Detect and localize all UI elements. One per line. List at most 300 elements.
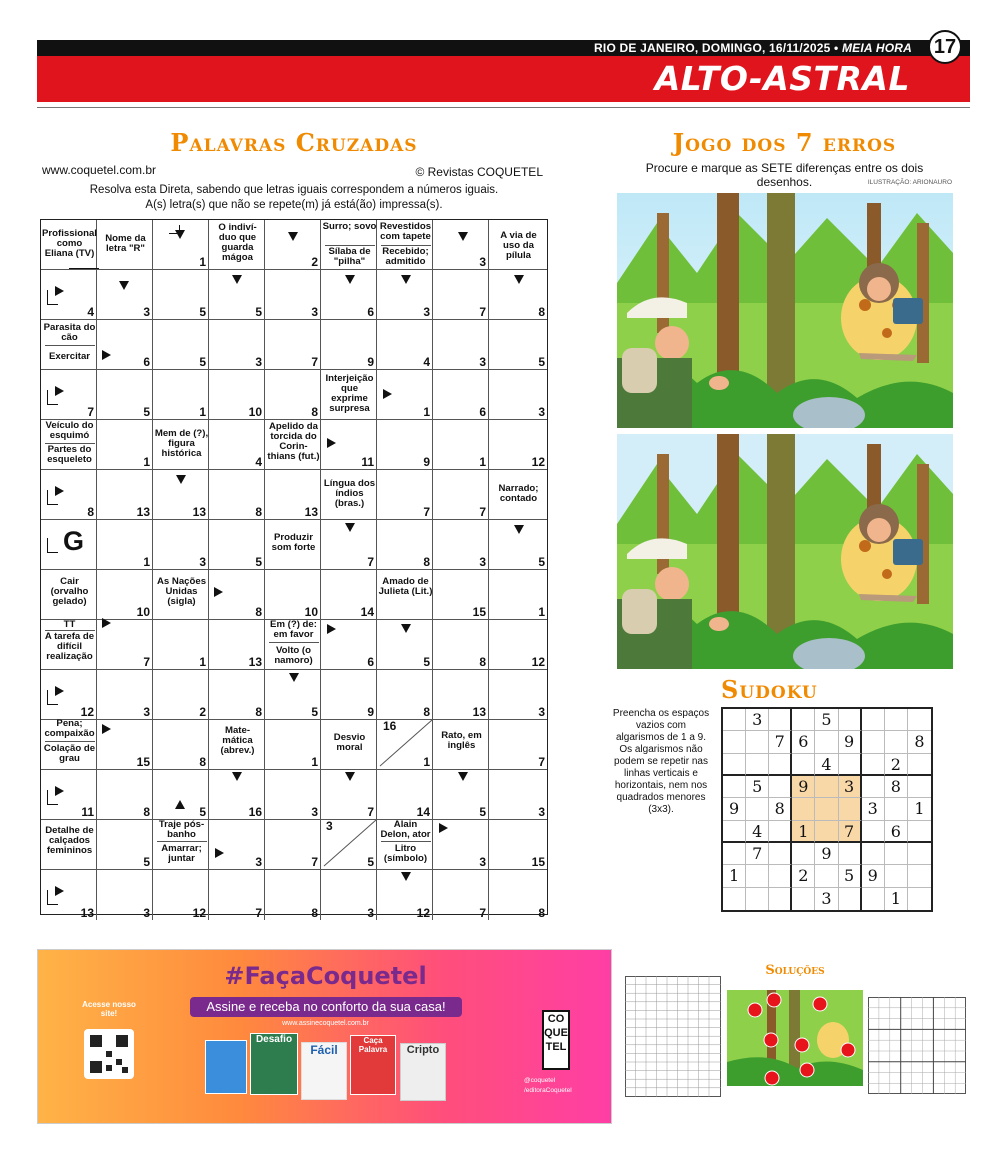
sudoku-cell[interactable] (839, 843, 862, 865)
sudoku-cell[interactable] (769, 865, 792, 887)
sudoku-cell[interactable] (746, 798, 769, 820)
cell-number: 7 (367, 805, 374, 819)
qr-code-icon[interactable] (84, 1029, 134, 1079)
cell-number: 7 (87, 405, 94, 419)
clue-text: Narrado; contado (498, 483, 539, 504)
diagonal-number: 16 (383, 719, 397, 733)
cell-number: 12 (531, 455, 545, 469)
crossword-cell[interactable] (153, 670, 209, 720)
cell-number: 3 (311, 805, 318, 819)
section-bar (37, 56, 970, 102)
sudoku-cell[interactable]: 6 (792, 731, 815, 753)
cell-number: 5 (255, 555, 262, 569)
cell-number: 4 (87, 305, 94, 319)
crossword-cell[interactable] (265, 870, 321, 920)
cell-number: 8 (87, 505, 94, 519)
crossword-cell[interactable] (153, 870, 209, 920)
cell-number: 11 (361, 455, 374, 469)
sudoku-cell[interactable] (885, 709, 908, 731)
cell-number: 1 (143, 455, 150, 469)
cell-number: 8 (538, 305, 545, 319)
sudoku-cell[interactable] (908, 865, 931, 887)
sudoku-cell[interactable]: 3 (839, 776, 862, 798)
crossword-cell[interactable] (265, 270, 321, 320)
crossword-solution-thumb (625, 976, 721, 1097)
cell-number: 5 (423, 655, 430, 669)
sudoku-cell[interactable]: 9 (839, 731, 862, 753)
crossword-cell[interactable] (97, 270, 153, 320)
cell-number: 8 (311, 906, 318, 920)
cell-number: 1 (423, 405, 430, 419)
crossword-cell[interactable] (377, 520, 433, 570)
cell-number: 3 (423, 305, 430, 319)
cell-number: 5 (538, 355, 545, 369)
diagonal-number: 3 (326, 819, 333, 833)
sudoku-cell[interactable] (862, 709, 885, 731)
crossword-cell[interactable] (97, 370, 153, 420)
clue-text: TT (63, 619, 76, 630)
sudoku-cell[interactable]: 9 (862, 865, 885, 887)
sudoku-cell[interactable]: 2 (885, 754, 908, 776)
sudoku-cell[interactable] (723, 754, 746, 776)
crossword-cell[interactable] (433, 570, 489, 620)
crossword-cell[interactable] (377, 420, 433, 470)
crossword-website: www.coquetel.com.br (42, 163, 157, 177)
sudoku-cell[interactable] (908, 754, 931, 776)
cell-number: 1 (199, 255, 206, 269)
magazine-cover (205, 1040, 247, 1094)
cell-number: 7 (311, 355, 318, 369)
sudoku-cell[interactable] (769, 888, 792, 910)
clue-text: Pena; compaixão (44, 718, 95, 739)
cell-number: 6 (143, 355, 150, 369)
clue-text: Profissional como Eliana (TV) (42, 228, 97, 259)
sudoku-cell[interactable] (908, 709, 931, 731)
crossword-cell[interactable] (265, 220, 321, 270)
sudoku-cell[interactable] (815, 821, 838, 843)
sudoku-cell[interactable] (769, 821, 792, 843)
crossword-cell[interactable] (153, 320, 209, 370)
clue-text: Mate-mática (abrev.) (220, 725, 255, 756)
sudoku-cell[interactable] (885, 798, 908, 820)
crossword-cell[interactable] (153, 620, 209, 670)
sudoku-solution-thumb (868, 997, 966, 1094)
crossword-cell[interactable] (489, 870, 547, 920)
arrow-down-icon (345, 523, 355, 532)
sudoku-cell[interactable] (908, 776, 931, 798)
sudoku-cell[interactable]: 9 (723, 798, 746, 820)
crossword-cell[interactable] (97, 820, 153, 870)
sudoku-cell[interactable]: 4 (815, 754, 838, 776)
crossword-cell[interactable] (209, 320, 265, 370)
qr-label: Acesse nosso site! (82, 1000, 136, 1018)
sudoku-cell[interactable] (746, 865, 769, 887)
sudoku-cell[interactable]: 5 (746, 776, 769, 798)
sudoku-cell[interactable] (723, 843, 746, 865)
sudoku-cell[interactable] (792, 754, 815, 776)
sudoku-cell[interactable] (885, 843, 908, 865)
cell-number: 3 (479, 355, 486, 369)
sudoku-cell[interactable] (815, 731, 838, 753)
sudoku-cell[interactable] (815, 776, 838, 798)
crossword-cell[interactable] (489, 620, 547, 670)
crossword-cell[interactable] (209, 520, 265, 570)
cartoon-bottom[interactable] (617, 434, 953, 669)
arrow-down-icon (232, 772, 242, 781)
given-letter: G (63, 526, 85, 556)
cell-number: 2 (199, 705, 206, 719)
section-title: ALTO-ASTRAL (654, 59, 910, 98)
facebook-handle: /editoraCoquetel (524, 1087, 572, 1094)
arrow-right-icon (383, 389, 392, 399)
clue-text: Alain Delon, ator (380, 819, 431, 840)
arrow-down-icon (289, 673, 299, 682)
clue-text: Detalhe de calçados femininos (45, 825, 94, 856)
clue-divider (45, 345, 95, 346)
sudoku-cell[interactable] (862, 888, 885, 910)
sudoku-cell[interactable]: 8 (885, 776, 908, 798)
sudoku-cell[interactable]: 1 (792, 821, 815, 843)
arrow-right-icon (102, 618, 111, 628)
crossword-cell[interactable] (433, 870, 489, 920)
cell-number: 7 (479, 906, 486, 920)
clue-text: Interjeição que exprime surpresa (325, 373, 374, 414)
cell-number: 10 (304, 605, 318, 619)
cell-number: 5 (199, 805, 206, 819)
clue-text: Veículo do esquimó (45, 420, 94, 441)
diagonal-line (322, 818, 378, 868)
crossword-cell[interactable] (265, 470, 321, 520)
clue-text: Cair (orvalho gelado) (50, 576, 89, 607)
magazine-desafio: Desafio (250, 1033, 298, 1095)
crossword-cell[interactable] (265, 820, 321, 870)
crossword-cell[interactable] (153, 770, 209, 820)
cell-number: 13 (304, 505, 318, 519)
crossword-cell[interactable] (377, 670, 433, 720)
sudoku-cell[interactable] (792, 888, 815, 910)
crossword-cell[interactable] (265, 320, 321, 370)
sudoku-cell[interactable]: 3 (815, 888, 838, 910)
sudoku-cell[interactable] (746, 888, 769, 910)
cell-number: 13 (472, 705, 486, 719)
sudoku-cell[interactable]: 8 (908, 731, 931, 753)
cell-number: 11 (81, 805, 94, 819)
sudoku-cell[interactable]: 2 (792, 865, 815, 887)
arrow-right-icon (55, 886, 64, 896)
clue-text: Sílaba de "pilha" (328, 246, 371, 267)
sudoku-cell[interactable]: 6 (885, 821, 908, 843)
clue-text: Colação de grau (43, 743, 96, 764)
sudoku-cell[interactable]: 1 (723, 865, 746, 887)
sudoku-cell[interactable]: 9 (792, 776, 815, 798)
arrow-down-icon (401, 872, 411, 881)
clue-text: Em (?) de: em favor (270, 619, 317, 640)
sudoku-cell[interactable] (862, 821, 885, 843)
cell-number: 8 (143, 805, 150, 819)
crossword-cell[interactable] (209, 670, 265, 720)
crossword-instructions-2: A(s) letra(s) que não se repete(m) já está(ão) impressa(s). (145, 199, 443, 211)
sudoku-cell[interactable] (815, 798, 838, 820)
sudoku-cell[interactable] (723, 821, 746, 843)
cell-number: 8 (255, 705, 262, 719)
sudoku-cell[interactable]: 5 (815, 709, 838, 731)
cartoon-top[interactable] (617, 193, 953, 428)
crossword-cell[interactable] (433, 470, 489, 520)
arrow-down-icon (345, 275, 355, 284)
crossword-cell[interactable] (97, 670, 153, 720)
cell-number: 8 (538, 906, 545, 920)
crossword-cell[interactable] (153, 520, 209, 570)
cell-number: 7 (538, 755, 545, 769)
sudoku-cell[interactable] (723, 731, 746, 753)
crossword-cell[interactable] (209, 870, 265, 920)
cell-number: 7 (479, 305, 486, 319)
arrow-down-icon (458, 772, 468, 781)
sudoku-instructions: Preencha os espaços vazios com algarismos de 1 a 9. Os algarismos não podem se repetir nas linhas verticais e horizontais, nem nos quadrados menores (3x3). (612, 708, 710, 815)
crossword-grid[interactable] (40, 219, 548, 920)
cell-number: 7 (311, 855, 318, 869)
crossword-cell[interactable] (97, 520, 153, 570)
sudoku-cell[interactable] (769, 776, 792, 798)
crossword-cell[interactable] (433, 270, 489, 320)
crossword-cell[interactable] (489, 770, 547, 820)
sudoku-cell[interactable]: 3 (862, 798, 885, 820)
cell-number: 1 (199, 655, 206, 669)
crossword-cell[interactable] (265, 770, 321, 820)
crossword-cell[interactable] (97, 320, 153, 370)
crossword-cell[interactable] (321, 670, 377, 720)
sudoku-cell[interactable] (908, 843, 931, 865)
crossword-cell[interactable] (153, 370, 209, 420)
clue-text: Revestidos com tapete (379, 221, 432, 242)
crossword-cell[interactable] (377, 320, 433, 370)
sudoku-cell[interactable]: 1 (885, 888, 908, 910)
sudoku-cell[interactable] (746, 731, 769, 753)
crossword-cell[interactable] (377, 770, 433, 820)
cell-number: 13 (192, 505, 206, 519)
sudoku-cell[interactable] (885, 731, 908, 753)
clue-text: Nome da letra "R" (105, 233, 146, 254)
cell-number: 8 (311, 405, 318, 419)
cell-number: 12 (192, 906, 206, 920)
crossword-cell[interactable] (209, 470, 265, 520)
cell-number: 3 (143, 705, 150, 719)
sudoku-cell[interactable] (862, 754, 885, 776)
sudoku-cell[interactable] (723, 888, 746, 910)
clue-divider (45, 741, 95, 742)
brand-name: MEIA HORA (841, 41, 912, 55)
cell-number: 2 (311, 255, 318, 269)
cell-number: 13 (136, 505, 150, 519)
sudoku-cell[interactable] (839, 798, 862, 820)
sudoku-cell[interactable]: 7 (839, 821, 862, 843)
sudoku-cell[interactable] (792, 798, 815, 820)
sudoku-cell[interactable] (769, 843, 792, 865)
sudoku-cell[interactable] (908, 821, 931, 843)
arrow-down-icon (458, 232, 468, 241)
crossword-cell[interactable] (153, 270, 209, 320)
crossword-title: Palavras Cruzadas (170, 128, 418, 157)
cell-number: 1 (143, 555, 150, 569)
cell-number: 6 (479, 405, 486, 419)
crossword-cell[interactable] (433, 670, 489, 720)
cell-number: 7 (479, 505, 486, 519)
crossword-cell[interactable] (97, 470, 153, 520)
clue-text: A via de uso da pílula (500, 230, 537, 261)
sudoku-cell[interactable]: 4 (746, 821, 769, 843)
arrow-down-icon (232, 275, 242, 284)
crossword-cell[interactable] (433, 370, 489, 420)
sudoku-cell[interactable] (815, 865, 838, 887)
sudoku-cell[interactable]: 9 (815, 843, 838, 865)
cell-number: 7 (255, 906, 262, 920)
cell-number: 3 (255, 355, 262, 369)
crossword-cell[interactable] (433, 520, 489, 570)
arrow-right-icon (102, 350, 111, 360)
header-rule (37, 107, 970, 108)
crossword-copyright: © Revistas COQUETEL (415, 165, 543, 179)
crossword-cell[interactable] (153, 720, 209, 770)
sudoku-cell[interactable] (885, 865, 908, 887)
sudoku-title: Sudoku (721, 675, 818, 704)
sudoku-cell[interactable]: 1 (908, 798, 931, 820)
cell-number: 1 (538, 605, 545, 619)
sudoku-cell[interactable] (723, 776, 746, 798)
sudoku-cell[interactable]: 8 (769, 798, 792, 820)
sudoku-cell[interactable] (862, 731, 885, 753)
crossword-cell[interactable] (433, 220, 489, 270)
crossword-cell[interactable] (97, 420, 153, 470)
crossword-cell[interactable] (209, 620, 265, 670)
sudoku-cell[interactable] (862, 843, 885, 865)
arrow-down-icon (119, 281, 129, 290)
cell-number: 1 (479, 455, 486, 469)
crossword-cell[interactable] (265, 570, 321, 620)
crossword-cell[interactable] (321, 570, 377, 620)
cell-number: 3 (538, 805, 545, 819)
crossword-cell[interactable] (489, 420, 547, 470)
seven-errors-title: Jogo dos 7 erros (672, 128, 897, 157)
crossword-cell[interactable] (209, 820, 265, 870)
arrow-down-icon (176, 475, 186, 484)
crossword-cell[interactable] (321, 320, 377, 370)
cell-number: 10 (248, 405, 262, 419)
cell-number: 10 (136, 605, 150, 619)
clue-text: Volto (o namoro) (274, 645, 313, 666)
cell-number: 1 (199, 405, 206, 419)
clue-text: A tarefa de difícil realização (44, 631, 95, 662)
crossword-cell[interactable] (489, 820, 547, 870)
cell-number: 5 (311, 705, 318, 719)
page-number: 17 (928, 30, 962, 64)
cell-number: 14 (360, 605, 374, 619)
crossword-cell[interactable] (489, 720, 547, 770)
crossword-cell[interactable] (433, 620, 489, 670)
cell-number: 8 (423, 555, 430, 569)
clue-text: Rato, em inglês (441, 730, 482, 751)
cell-number: 9 (367, 355, 374, 369)
seven-errors-instructions: Procure e marque as SETE diferenças entre os dois desenhos. (645, 161, 924, 189)
sudoku-cell[interactable] (839, 754, 862, 776)
sudoku-cell[interactable] (839, 709, 862, 731)
crossword-cell[interactable] (377, 470, 433, 520)
advertisement[interactable] (37, 949, 612, 1124)
crossword-cell[interactable] (489, 320, 547, 370)
crossword-cell[interactable] (433, 420, 489, 470)
sudoku-cell[interactable]: 7 (769, 731, 792, 753)
cell-number: 8 (423, 705, 430, 719)
crossword-cell[interactable] (265, 370, 321, 420)
clue-text: Litro (símbolo) (383, 843, 428, 864)
sudoku-cell[interactable]: 7 (746, 843, 769, 865)
sudoku-cell[interactable] (839, 888, 862, 910)
illustration-credit: ILUSTRAÇÃO: ARIONAURO (867, 179, 952, 186)
sudoku-cell[interactable]: 5 (839, 865, 862, 887)
arrow-right-icon (439, 823, 448, 833)
crossword-cell[interactable] (209, 420, 265, 470)
arrow-right-icon (55, 486, 64, 496)
crossword-cell[interactable] (321, 870, 377, 920)
cell-number: 3 (311, 305, 318, 319)
crossword-cell[interactable] (489, 570, 547, 620)
crossword-cell[interactable] (97, 870, 153, 920)
ad-tagline: Assine e receba no conforto da sua casa! (190, 997, 462, 1017)
clue-text: Parasita do cão (43, 322, 96, 343)
seven-errors-solution-thumb (727, 990, 863, 1086)
crossword-cell[interactable] (489, 670, 547, 720)
crossword-cell[interactable] (97, 770, 153, 820)
clue-leader (169, 225, 180, 234)
sudoku-cell[interactable] (746, 754, 769, 776)
cell-number: 5 (143, 855, 150, 869)
clue-leader (69, 258, 99, 269)
sudoku-cell[interactable] (792, 843, 815, 865)
arrow-down-icon (514, 525, 524, 534)
diagonal-line (378, 718, 434, 768)
clue-leader (47, 538, 58, 553)
cell-number: 4 (423, 355, 430, 369)
crossword-cell[interactable] (209, 370, 265, 420)
cell-number: 3 (199, 555, 206, 569)
arrow-right-icon (327, 438, 336, 448)
sudoku-cell[interactable] (908, 888, 931, 910)
clue-text: Apelido da torcida do Corin-thians (fut.) (267, 421, 320, 462)
sudoku-cell[interactable] (792, 709, 815, 731)
arrow-right-icon (102, 724, 111, 734)
cell-number: 12 (80, 705, 94, 719)
crossword-cell[interactable] (153, 220, 209, 270)
crossword-cell[interactable] (433, 320, 489, 370)
cell-number: 15 (136, 755, 150, 769)
cell-number: 1 (423, 755, 430, 769)
cell-number: 7 (367, 555, 374, 569)
sudoku-cell[interactable] (862, 776, 885, 798)
sudoku-cell[interactable] (769, 754, 792, 776)
cell-number: 7 (423, 505, 430, 519)
crossword-cell[interactable] (265, 720, 321, 770)
sudoku-cell[interactable] (769, 709, 792, 731)
crossword-cell[interactable] (97, 570, 153, 620)
ad-url: www.assinecoquetel.com.br (282, 1020, 369, 1027)
crossword-cell[interactable] (489, 370, 547, 420)
cell-number: 8 (255, 605, 262, 619)
cell-number: 13 (248, 655, 262, 669)
cell-number: 5 (143, 405, 150, 419)
sudoku-cell[interactable] (723, 709, 746, 731)
sudoku-grid[interactable] (721, 707, 933, 912)
top-bar (37, 40, 970, 56)
sudoku-cell[interactable]: 3 (746, 709, 769, 731)
